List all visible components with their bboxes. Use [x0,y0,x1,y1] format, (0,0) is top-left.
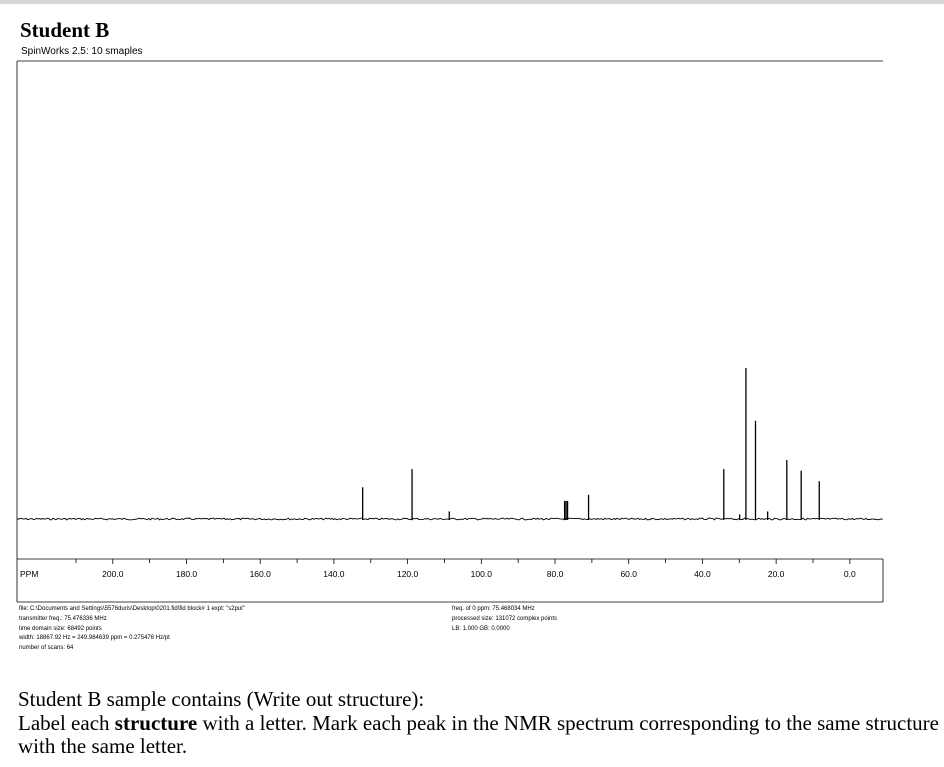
spectrum-subtitle: SpinWorks 2.5: 10 smaples [21,46,143,57]
spectrum-peaks [363,368,820,520]
tick-label: 20.0 [767,569,785,579]
tick-label: 140.0 [323,569,345,579]
tick-label: 160.0 [249,569,271,579]
prompt-line-1: Student B sample contains (Write out structure): [18,687,425,711]
assignment-prompt [18,688,943,759]
zero-ppm-frequency: freq. of 0 ppm: 75.468034 MHz [452,606,535,612]
tick-label: 120.0 [396,569,419,579]
x-axis-label: PPM [20,569,39,579]
tick-label: 80.0 [546,569,564,579]
prompt-text-bold: structure [114,710,198,735]
axis-ticks [76,559,850,564]
acquisition-info-right [452,605,557,634]
file-path: file: C:\Documents and Settings\5576duris\Desktop\0201.fid\fid block# 1 expt: "s2pul" [19,606,245,612]
tick-label: 200.0 [102,569,124,579]
processed-size: processed size: 131072 complex points [452,615,558,622]
acquisition-info-left [19,605,245,654]
tick-label: 180.0 [175,569,198,579]
prompt-line-2 [18,712,943,759]
line-broadening: LB: 1.000 GB: 0.0000 [452,625,510,632]
number-of-scans: number of scans: 64 [19,645,74,652]
page-title: Student B [20,18,110,42]
transmitter-frequency: transmitter freq.: 75.476336 MHz [19,615,107,622]
spectral-width: width: 18867.92 Hz = 249.984639 ppm = 0.275476 Hz/pt [19,635,170,642]
time-domain-size: time domain size: 68492 points [19,625,102,632]
tick-label: 60.0 [620,569,638,579]
tick-label: 40.0 [694,569,711,579]
prompt-text-post: with a letter. Mark each peak in the NMR spectrum corresponding to the same structure with the same letter. [18,710,939,758]
prompt-text-pre: Label each [18,710,115,735]
axis-tick-labels [102,569,856,579]
tick-label: 0.0 [843,569,856,579]
tick-label: 100.0 [470,569,492,579]
